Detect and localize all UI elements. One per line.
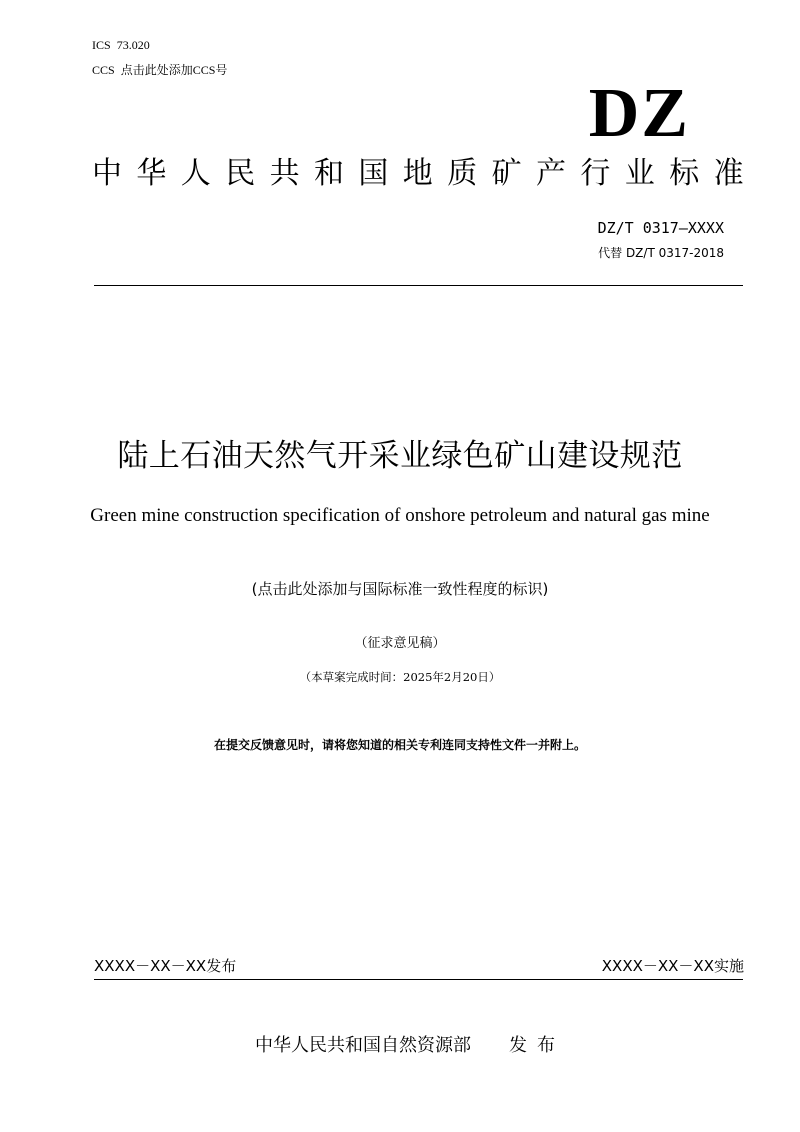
- draft-status: （征求意见稿）: [354, 636, 446, 651]
- document-title-chinese: 陆上石油天然气开采业绿色矿山建设规范: [117, 438, 683, 474]
- publish-label: 发布: [509, 1035, 565, 1056]
- draft-completion-date: （本草案完成时间：2025年2月20日）: [299, 670, 501, 684]
- dz-logo: DZ: [588, 75, 690, 152]
- consistency-placeholder[interactable]: (点击此处添加与国际标准一致性程度的标识): [251, 580, 549, 598]
- ics-code: 73.020: [116, 38, 150, 52]
- document-title-english: Green mine construction specification of onshore petroleum and natural gas mine: [90, 505, 710, 526]
- ccs-code-placeholder[interactable]: 点击此处添加CCS号: [120, 63, 228, 77]
- ics-line: [92, 38, 150, 53]
- issuer-name: 中华人民共和国自然资源部: [255, 1035, 471, 1056]
- issue-date: XXXX－XX－XX发布: [94, 957, 237, 975]
- replaced-standard: 代替 DZ/T 0317-2018: [598, 246, 724, 260]
- ics-label: ICS: [92, 38, 111, 52]
- standard-number: DZ/T 0317—XXXX: [597, 219, 724, 237]
- feedback-notice: 在提交反馈意见时，请将您知道的相关专利连同支持性文件一并附上。: [213, 738, 586, 752]
- implementation-date: XXXX－XX－XX实施: [601, 957, 744, 975]
- ccs-label: CCS: [92, 63, 115, 77]
- ccs-line: [92, 61, 227, 78]
- industry-standard-title: 中华人民共和国地质矿产行业标准: [92, 156, 758, 191]
- issuing-authority: [255, 1033, 565, 1059]
- footer-divider: [94, 979, 743, 980]
- header-divider: [94, 285, 743, 286]
